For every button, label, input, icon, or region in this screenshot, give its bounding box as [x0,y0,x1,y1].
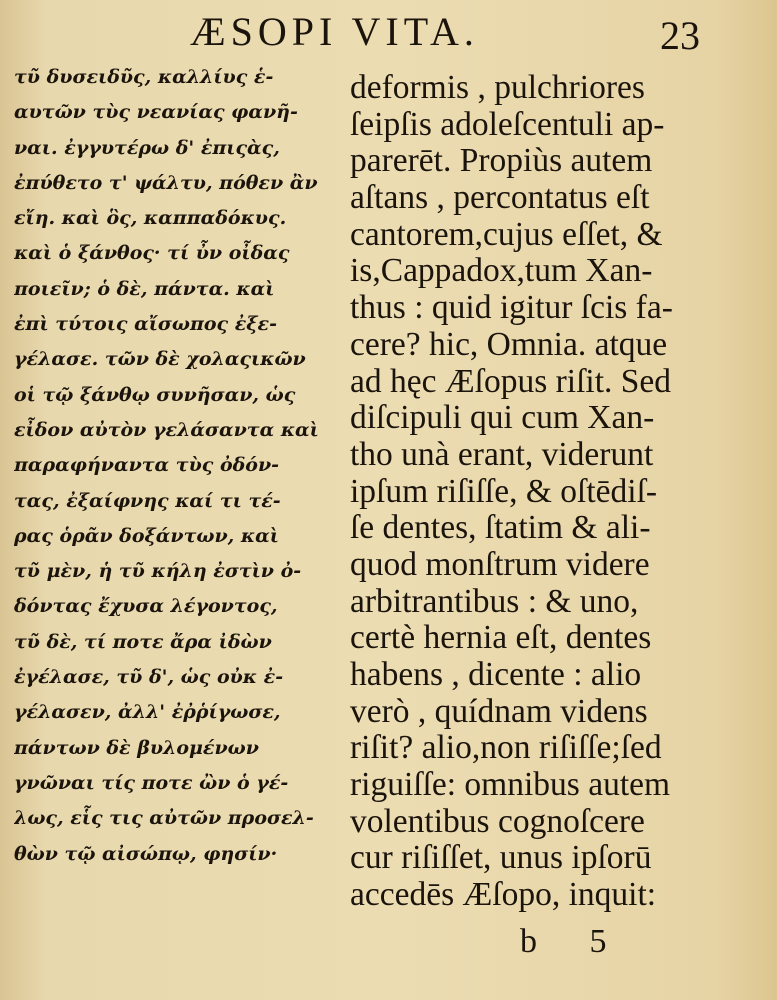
latin-line: is,Cappadox,tum Xan- [350,253,653,290]
latin-line: habens , dicente : alio [350,657,642,693]
latin-line: arbitrantibus : & uno, [350,583,639,620]
latin-line: diſcipuli qui cum Xan- [350,400,655,437]
latin-line: certè hernia eſt, dentes [350,620,652,657]
latin-line: ſeipſis adoleſcentuli ap- [350,106,665,143]
greek-line: τῦ δυσειδῦς, καλλίυς ἑ- [14,66,274,88]
greek-line: λως, εἷς τις αὐτῶν προσελ- [14,807,314,830]
latin-line: ſe dentes, ſtatim & ali- [350,510,651,547]
latin-line: parerēt. Propiùs autem [350,143,653,180]
greek-line: τῦ μὲν, ἡ τῦ κήλη ἐστὶν ὀ- [14,560,302,583]
greek-line: γέλασεν, ἀλλ' ἐῤῥίγωσε, [14,701,281,724]
greek-line: πάντων δὲ βυλομένων [14,736,259,759]
latin-line: cur riſiſſet, unus ipſorū [350,840,652,877]
greek-line: ρας ὁρᾶν δοξάντων, καὶ [14,524,279,547]
greek-line: ποιεῖν; ὁ δὲ, πάντα. καὶ [14,277,275,300]
latin-line: cantorem,cujus eſſet, & [350,216,663,253]
latin-line: deformis , pulchriores [350,70,645,106]
greek-line: ἐγέλασε, τῦ δ', ὡς οὐκ ἐ- [14,666,284,689]
greek-line: δόντας ἔχυσα λέγοντος, [14,595,278,618]
latin-line: riſit? alio,non riſiſſe;ſed [350,730,662,767]
greek-line: οἱ τῷ ξάνθῳ συνῆσαν, ὡς [14,383,296,406]
latin-line: verò , quídnam videns [350,693,648,730]
greek-line: ναι. ἐγγυτέρω δ' ἐπιςὰς, [14,136,280,159]
running-title: ÆSOPI VITA. [190,9,479,54]
latin-text-column [350,70,770,914]
greek-line: τας, ἐξαίφνης καί τι τέ- [14,489,281,512]
greek-line: καὶ ὁ ξάνθος· τί ὖν οἶδας [14,242,290,265]
latin-line: thus : quid igitur ſcis fa- [350,290,673,327]
latin-line: cere? hic, Omnia. atque [350,326,668,363]
greek-line: γνῶναι τίς ποτε ὢν ὁ γέ- [14,771,289,794]
latin-line: ad hęc Æſopus riſit. Sed [350,363,671,400]
greek-line: εἴη. καὶ ὃς, καππαδόκυς. [14,207,287,230]
greek-line: ἐπύθετο τ' ψάλτυ, πόθεν ἂν [14,171,318,194]
greek-line: ἐπὶ τύτοις αἴσωπος ἐξε- [14,313,277,336]
greek-line: τῦ δὲ, τί ποτε ἄρα ἰδὼν [14,630,272,653]
latin-line: ipſum riſiſſe, & oſtēdiſ- [350,473,658,510]
greek-text-column [14,60,330,872]
latin-line: riguiſſe: omnibus autem [350,767,671,804]
page-number: 23 [660,13,700,58]
signature-mark: b 5 [520,923,629,960]
latin-line: volentibus cognoſcere [350,803,645,840]
greek-line: παραφήναντα τὺς ὀδόν- [14,454,280,477]
latin-line: quod monſtrum videre [350,546,650,583]
greek-line: γέλασε. τῶν δὲ χολαςικῶν [14,348,306,371]
greek-line: θὼν τῷ αἰσώπῳ, φησίν· [14,842,278,865]
latin-line: accedēs Æſopo, inquit: [350,877,657,914]
latin-line: aſtans , percontatus eſt [350,180,650,217]
greek-line: αυτῶν τὺς νεανίας φανῆ- [14,101,298,124]
latin-line: tho unà erant, viderunt [350,436,654,473]
greek-line: εἶδον αὐτὸν γελάσαντα καὶ [14,418,319,441]
